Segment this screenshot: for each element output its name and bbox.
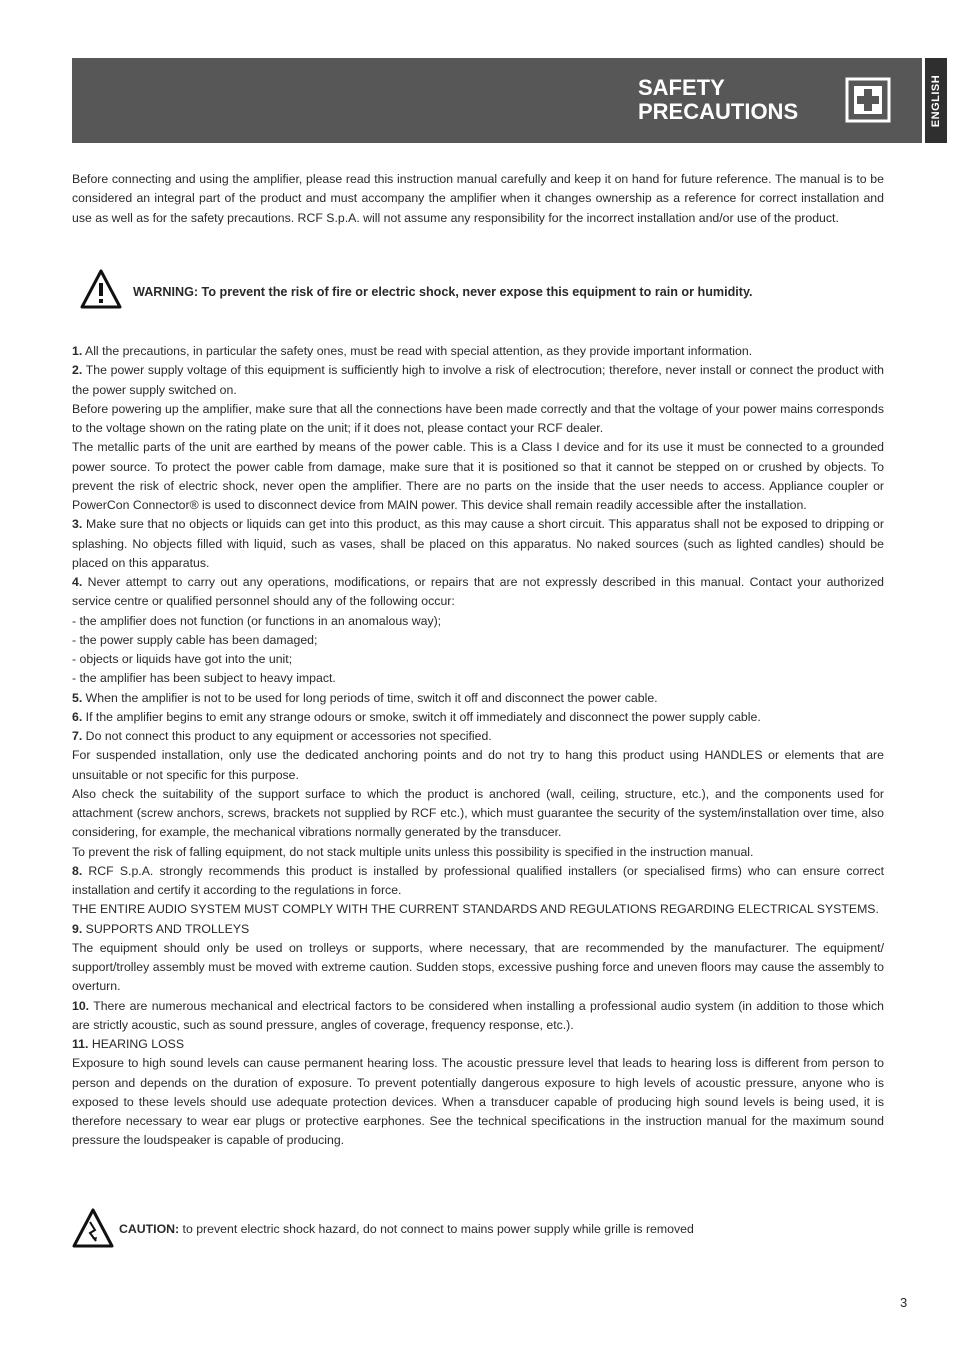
language-tab <box>925 58 947 143</box>
list-item: 7. Do not connect this product to any equipment or accessories not specified. <box>72 729 492 743</box>
list-item: - the amplifier does not function (or functions in an anomalous way); <box>72 613 442 628</box>
list-item: For suspended installation, only use the dedicated anchoring points and do not try to hang this product using HANDLES or elements that are unsuitable or not specific for this purpose. <box>72 748 884 782</box>
list-item: - the amplifier has been subject to heavy impact. <box>72 671 336 686</box>
list-item: 8. RCF S.p.A. strongly recommends this product is installed by professional qualified installers (or specialised firms) who can ensure correct installation and certify it according to the regulations in force. <box>72 863 884 897</box>
list-item: 3. Make sure that no objects or liquids can get into this product, as this may cause a short circuit. This apparatus shall not be exposed to dripping or splashing. No objects filled with liquid, such as vases, shall be placed on this apparatus. No naked sources (such as lighted candles) should be placed on this apparatus. <box>72 517 884 570</box>
list-item: 5. When the amplifier is not to be used for long periods of time, switch it off and disconnect the power cable. <box>72 690 658 705</box>
list-item: Also check the suitability of the support surface to which the product is anchored (wall, ceiling, structure, etc.), and the components used for attachment (screw anchors, screws, brackets not supplied by RCF etc.), which must guarantee the security of the system/installation over time, also considering, for example, the mechanical vibrations normally generated by the transducer. <box>72 786 884 840</box>
warning-triangle-icon <box>80 268 122 310</box>
language-label: ENGLISH <box>930 74 942 127</box>
list-item: 4. Never attempt to carry out any operations, modifications, or repairs that are not expressly described in this manual. Contact your authorized service centre or qualified personnel should any of the following occur: <box>72 575 884 609</box>
page-title: SAFETY PRECAUTIONS <box>638 75 799 124</box>
list-item: - objects or liquids have got into the unit; <box>72 652 293 666</box>
list-item: 10. There are numerous mechanical and electrical factors to be considered when installing a professional audio system (in addition to those which are strictly acoustic, such as sound pressure, angles of coverage, frequency response, etc.). <box>72 998 884 1032</box>
list-item: The equipment should only be used on trolleys or supports, where necessary, that are recommended by the manufacturer. The equipment/ support/trolley assembly must be moved with extreme caution. Sudden stops, excessive pushing force and uneven floors may cause the assembly to overturn. <box>72 940 884 994</box>
list-item: THE ENTIRE AUDIO SYSTEM MUST COMPLY WITH THE CURRENT STANDARDS AND REGULATIONS REGARDING ELECTRICAL SYSTEMS. <box>72 902 879 917</box>
list-item: - the power supply cable has been damaged; <box>72 632 318 647</box>
caution-text: CAUTION: to prevent electric shock hazard, do not connect to mains power supply while grille is removed <box>119 1222 694 1236</box>
first-aid-cross-icon <box>845 77 891 123</box>
list-item: 2. The power supply voltage of this equipment is sufficiently high to involve a risk of electrocution; therefore, never install or connect the product with the power supply switched on. <box>72 363 884 397</box>
header-bar <box>72 58 922 143</box>
list-item: Before powering up the amplifier, make sure that all the connections have been made correctly and that the voltage of your power mains corresponds to the voltage shown on the rating plate on the unit; if it does not, please contact your RCF dealer. <box>72 401 884 435</box>
list-item: The metallic parts of the unit are earthed by means of the power cable. This is a Class I device and for its use it must be connected to a grounded power source. To protect the power cable from damage, make sure that it is positioned so that it cannot be stepped on or crushed by objects. To prevent the risk of electric shock, never open the amplifier. There are no parts on the inside that the user needs to access. Appliance coupler or PowerCon Connector® is used to disconnect device from MAIN power. This device shall remain readily accessible after the installation. <box>72 440 884 512</box>
list-item: 1. All the precautions, in particular the safety ones, must be read with special attention, as they provide important information. <box>72 344 753 358</box>
list-item: 6. If the amplifier begins to emit any strange odours or smoke, switch it off immediately and disconnect the power supply cable. <box>72 709 761 724</box>
list-item: Exposure to high sound levels can cause permanent hearing loss. The acoustic pressure level that leads to hearing loss is different from person to person and depends on the duration of exposure. To prevent potentially dangerous exposure to high levels of acoustic pressure, anyone who is exposed to these levels should use adequate protection devices. When a transducer capable of producing high sound levels is being used, it is therefore necessary to wear ear plugs or protective earphones. See the technical specifications in the instruction manual for the maximum sound pressure the loudspeaker is capable of producing. <box>72 1056 884 1148</box>
warning-notice <box>72 268 884 314</box>
list-item: To prevent the risk of falling equipment, do not stack multiple units unless this possibility is specified in the instruction manual. <box>72 844 754 859</box>
caution-notice <box>72 1208 884 1250</box>
electric-shock-triangle-icon <box>72 1208 114 1248</box>
safety-items <box>72 342 884 1151</box>
list-item: 11. HEARING LOSS <box>72 1037 185 1051</box>
warning-text: WARNING: To prevent the risk of fire or electric shock, never expose this equipment to rain or humidity. <box>133 285 753 299</box>
list-item: 9. SUPPORTS AND TROLLEYS <box>72 921 250 936</box>
intro-paragraph: Before connecting and using the amplifier, please read this instruction manual carefully and keep it on hand for future reference. The manual is to be considered an integral part of the product and must accompany the amplifier when it changes ownership as a reference for correct installation and use as well as for the safety precautions. RCF S.p.A. will not assume any responsibility for the incorrect installation and/or use of the product. <box>72 172 884 225</box>
page-number: 3 <box>900 1295 908 1310</box>
